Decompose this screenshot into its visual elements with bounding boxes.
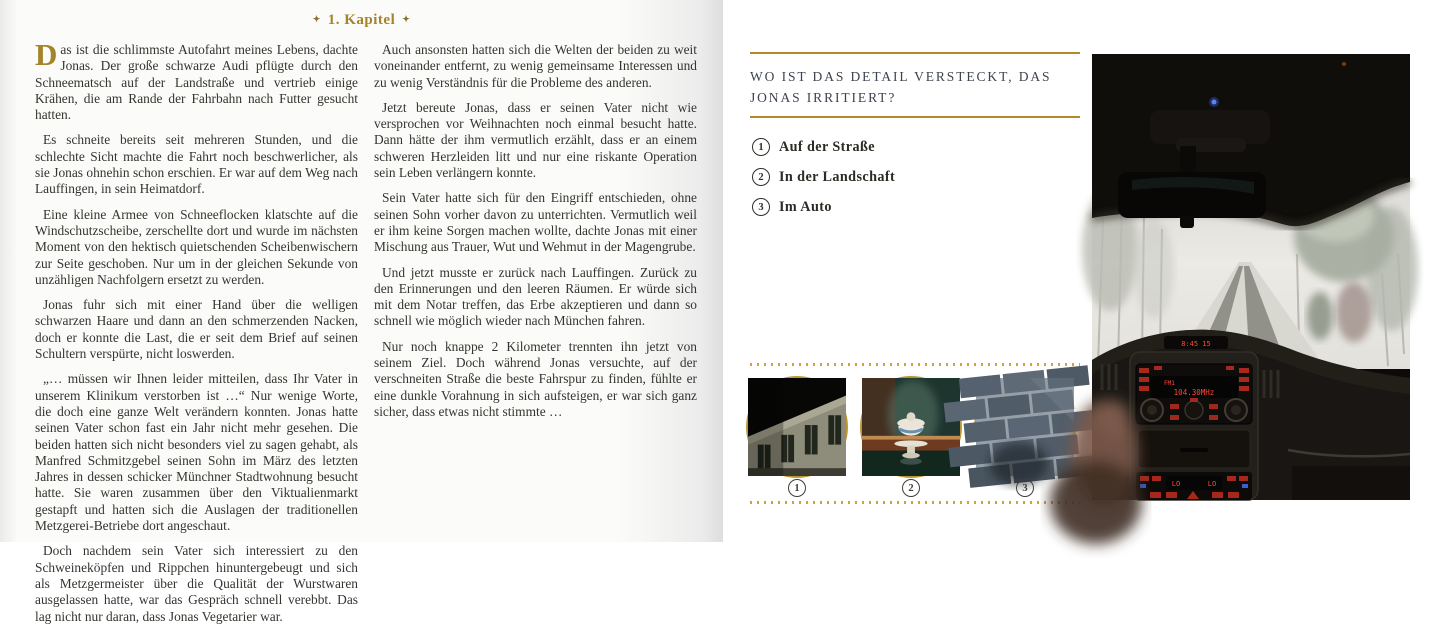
option-1-label: Auf der Straße (779, 138, 875, 155)
dashboard-clock: 8:45 15 (1181, 340, 1211, 348)
climate-temp-left: LO (1171, 480, 1181, 488)
story-paragraph: Auch ansonsten hatten sich die Welten der beiden zu weit voneinander entfernt, zu wenig gemeinsame Interessen und zu wenig Verständnis für die Probleme des anderen. (374, 42, 697, 90)
bricks-image (976, 378, 1074, 476)
thumbnail-numbers (746, 479, 1076, 497)
car-interior-photo (1092, 54, 1410, 500)
quiz-option-2[interactable] (752, 168, 1080, 186)
quiz-options (752, 138, 1080, 228)
drop-cap: D (35, 37, 58, 72)
option-2-label: In der Landschaft (779, 168, 896, 185)
story-paragraph: Doch nachdem sein Vater sich interessiert zu den Schweineköpfen und Rippchen hinuntergebeugt und sich als Metzgermeister über die Qualität der Wurstwaren ausgelassen hatte, war das Gespräch schnell verebbt. Das lag nicht nur daran, dass Jonas Vegetarier war. (35, 543, 358, 624)
thumbnail-teacup[interactable] (860, 376, 962, 478)
chapter-title (0, 12, 723, 29)
story-paragraph: Es schneite bereits seit mehreren Stunden, und die schlechte Sicht machte die Fahrt noch beschwerlicher, als sie Jonas ohnehin schon erschien. Er war auf dem Weg nach Lauffingen, in sein Heimatdorf. (35, 132, 358, 197)
chapter-title-text: 1. Kapitel (327, 12, 396, 28)
clue-thumbnails (746, 376, 1076, 478)
quiz-question: WO IST DAS DETAIL VERSTECKT, DAS JONAS IRRITIERT? (750, 69, 1052, 105)
thumbnail-1-number: 1 (788, 479, 806, 497)
building-facade-image (748, 378, 846, 476)
radio-frequency: 104.30MHz (1173, 388, 1215, 397)
teacup-image (862, 378, 960, 476)
story-paragraph: Und jetzt musste er zurück nach Lauffingen. Zurück zu den Erinnerungen und den leeren Räumen. Er würde sich mit dem Notar treffen, das Erbe akzeptieren und dann so schnell wie möglich wieder nach München fahren. (374, 264, 697, 329)
story-paragraph: Jetzt bereute Jonas, dass er seinen Vater nicht wie versprochen vor Weihnachten noch einmal besucht hatte. Dann hätte der ihm vermutlich erzählt, dass er an einem schweren Herzleiden litt und nur eine riskante Operation sein Leben verlängern konnte. (374, 99, 697, 181)
story-paragraph: Nur noch knappe 2 Kilometer trennten ihn jetzt von seinem Ziel. Doch während Jonas versuchte, auf der verschneiten Straße die beste Fahrspur zu finden, fühlte er eine dunkle Vorahnung in sich aufsteigen, er war sich ganz sicher, dass etwas nicht stimmte … (374, 338, 697, 419)
option-1-number: 1 (752, 138, 770, 156)
quiz-panel (750, 0, 1080, 542)
dotted-divider-top (750, 363, 1080, 366)
story-paragraph: Das ist die schlimmste Autofahrt meines Lebens, dachte Jonas. Der große schwarze Audi pflügte durch den Schneematsch auf der Landstraße und vertrieb einige Krähen, die am Rande der Fahrbahn nach Futter gesucht hatten. (35, 37, 358, 123)
divider-top (750, 52, 1080, 54)
car-interior-illustration (1092, 54, 1410, 500)
ornament-left-icon: ✦ (312, 14, 321, 24)
option-3-number: 3 (752, 198, 770, 216)
text-column-2 (374, 42, 697, 538)
ornament-right-icon: ✦ (402, 14, 411, 24)
thumbnail-bricks[interactable] (974, 376, 1076, 478)
story-paragraph: „… müssen wir Ihnen leider mitteilen, dass Ihr Vater in unserem Klinikum verstorben ist …“ Nur wenige Worte, die doch eine ganze Welt verändern konnten. Jonas hatte seinen Vater schon fast ein Jahr nicht mehr gesehen. Die beiden hatten sich nicht besonders viel zu sagen gehabt, als Manfred Schmitzgebel seinen Sohn im März des letzten Jahres in dessen schicker Münchner Stadtwohnung besucht hatte. Sie waren zusammen über den Viktualienmarkt gestapft und hatten sich die Auslagen der traditionellen Metzgerei-Betriebe dort angeschaut. (35, 371, 358, 534)
story-text (35, 37, 697, 624)
center-stack (1130, 352, 1258, 500)
story-paragraph: Jonas fuhr sich mit einer Hand über die welligen schwarzen Haare und dann an den schmerzenden Nacken, doch er konnte die Last, die er seit dem Brief auf seinen Schultern verspürte, nicht loswerden. (35, 297, 358, 362)
option-2-number: 2 (752, 168, 770, 186)
text-column-1 (35, 37, 358, 624)
climate-temp-right: LO (1207, 480, 1217, 488)
thumbnail-building-facade[interactable] (746, 376, 848, 478)
story-paragraph: Sein Vater hatte sich für den Eingriff entschieden, ohne seinen Sohn vorher davon zu unterrichten. Vermutlich weil er ihm keine Sorgen machen wollte, dachte Jonas mit einer Mischung aus Trauer, Wut und Wehmut in der Magengrube. (374, 190, 697, 255)
quiz-option-1[interactable] (752, 138, 1080, 156)
story-page (0, 0, 723, 624)
option-3-label: Im Auto (779, 198, 832, 215)
story-paragraph: Eine kleine Armee von Schneeflocken klatschte auf die Windschutzscheibe, zerschellte dort und wurde im nächsten Moment von den hektisch quietschenden Scheibenwischern zur Seite geschoben. Nur um in der gleichen Sekunde von unzähligen Nachfolgern ersetzt zu werden. (35, 206, 358, 287)
blue-led-icon (1212, 100, 1217, 105)
dotted-divider-bottom (750, 501, 1080, 504)
radio-band: FM1 (1164, 380, 1175, 387)
thumbnail-3-number: 3 (1016, 479, 1034, 497)
thumbnail-2-number: 2 (902, 479, 920, 497)
quiz-option-3[interactable] (752, 198, 1080, 216)
divider-question (750, 116, 1080, 118)
